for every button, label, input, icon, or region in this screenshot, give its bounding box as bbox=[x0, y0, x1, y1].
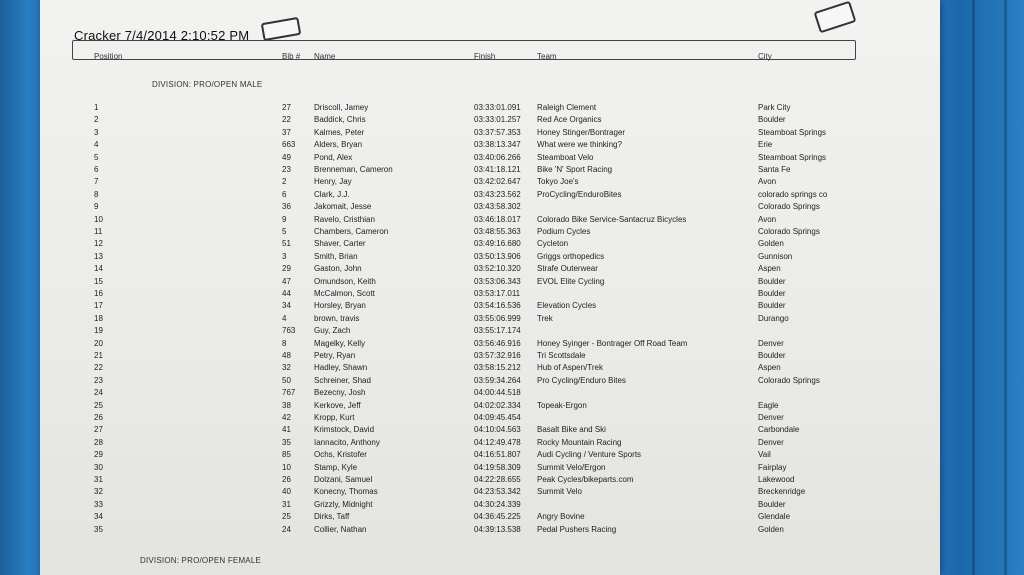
team-cell: Summit Velo/Ergon bbox=[537, 462, 606, 472]
bib-cell: 2 bbox=[282, 177, 287, 187]
finish-cell: 04:22:28.655 bbox=[474, 475, 521, 484]
team-cell: Trek bbox=[537, 313, 553, 323]
table-row bbox=[40, 375, 940, 387]
team-cell: Pro Cycling/Enduro Bites bbox=[537, 375, 626, 385]
bib-cell: 44 bbox=[282, 289, 291, 298]
table-row bbox=[40, 102, 940, 114]
finish-cell: 04:12:49.478 bbox=[474, 437, 521, 447]
bib-cell: 767 bbox=[282, 388, 296, 398]
city-cell: Avon bbox=[758, 177, 777, 187]
table-row bbox=[40, 276, 940, 288]
table-row bbox=[40, 437, 940, 449]
bib-cell: 4 bbox=[282, 313, 287, 323]
name-cell: Dolzani, Samuel bbox=[314, 475, 373, 484]
position-cell: 33 bbox=[94, 499, 103, 509]
table-row bbox=[40, 486, 940, 498]
name-cell: Shaver, Carter bbox=[314, 239, 366, 249]
position-cell: 15 bbox=[94, 276, 103, 286]
position-cell: 24 bbox=[94, 388, 103, 398]
name-cell: Schreiner, Shad bbox=[314, 375, 371, 385]
city-cell: Fairplay bbox=[758, 462, 787, 472]
bib-cell: 32 bbox=[282, 363, 291, 373]
name-cell: Horsley, Bryan bbox=[314, 301, 366, 311]
name-cell: Chambers, Cameron bbox=[314, 227, 389, 236]
team-cell: Audi Cycling / Venture Sports bbox=[537, 450, 642, 460]
table-row bbox=[40, 462, 940, 474]
city-cell: Boulder bbox=[758, 351, 786, 360]
finish-cell: 03:40:06.266 bbox=[474, 152, 521, 162]
team-cell: EVOL Elite Cycling bbox=[537, 276, 605, 286]
team-cell: Basalt Bike and Ski bbox=[537, 425, 606, 435]
position-cell: 31 bbox=[94, 475, 103, 484]
name-cell: Henry, Jay bbox=[314, 177, 352, 187]
finish-cell: 04:39:13.538 bbox=[474, 524, 521, 534]
city-cell: Denver bbox=[758, 437, 784, 447]
bib-cell: 10 bbox=[282, 462, 291, 472]
name-cell: Jakomait, Jesse bbox=[314, 202, 372, 212]
table-row bbox=[40, 362, 940, 374]
page-title: Cracker 7/4/2014 2:10:52 PM bbox=[74, 28, 250, 43]
table-row bbox=[40, 114, 940, 126]
finish-cell: 04:10:04.563 bbox=[474, 425, 521, 435]
table-row bbox=[40, 251, 940, 263]
bib-cell: 763 bbox=[282, 326, 296, 336]
position-cell: 1 bbox=[94, 103, 99, 112]
header-name: Name bbox=[314, 52, 336, 61]
bib-cell: 37 bbox=[282, 127, 291, 137]
finish-cell: 03:49:16.680 bbox=[474, 239, 521, 249]
bib-cell: 49 bbox=[282, 152, 291, 162]
table-row bbox=[40, 449, 940, 461]
team-cell: Tokyo Joe's bbox=[537, 177, 579, 187]
finish-cell: 03:53:06.343 bbox=[474, 276, 521, 286]
bib-cell: 38 bbox=[282, 400, 291, 410]
header-bib: Bib # bbox=[282, 52, 301, 61]
table-row bbox=[40, 511, 940, 523]
bib-cell: 42 bbox=[282, 413, 291, 422]
city-cell: Steamboat Springs bbox=[758, 152, 827, 162]
finish-cell: 04:19:58.309 bbox=[474, 462, 521, 472]
bib-cell: 35 bbox=[282, 437, 291, 447]
city-cell: Denver bbox=[758, 338, 784, 348]
name-cell: Ravelo, Cristhian bbox=[314, 214, 375, 224]
header-finish: Finish bbox=[474, 52, 496, 61]
clip-icon bbox=[261, 17, 302, 41]
finish-cell: 03:58:15.212 bbox=[474, 363, 521, 373]
finish-cell: 03:55:06.999 bbox=[474, 313, 521, 323]
city-cell: Steamboat Springs bbox=[758, 127, 827, 137]
name-cell: Grizzly, Midnight bbox=[314, 499, 373, 509]
position-cell: 11 bbox=[94, 227, 103, 236]
table-row bbox=[40, 474, 940, 486]
position-cell: 34 bbox=[94, 512, 103, 522]
city-cell: Golden bbox=[758, 239, 784, 249]
name-cell: Petry, Ryan bbox=[314, 351, 356, 360]
position-cell: 27 bbox=[94, 425, 103, 435]
finish-cell: 03:46:18.017 bbox=[474, 214, 521, 224]
team-cell: Tri Scottsdale bbox=[537, 351, 586, 360]
position-cell: 6 bbox=[94, 165, 99, 174]
finish-cell: 03:56:46.916 bbox=[474, 338, 521, 348]
bib-cell: 31 bbox=[282, 499, 291, 509]
name-cell: Ochs, Kristofer bbox=[314, 450, 367, 460]
table-row bbox=[40, 412, 940, 424]
bib-cell: 23 bbox=[282, 165, 291, 174]
city-cell: Boulder bbox=[758, 289, 786, 298]
table-row bbox=[40, 152, 940, 164]
table-row bbox=[40, 127, 940, 139]
team-cell: Raleigh Clement bbox=[537, 103, 597, 112]
table-row bbox=[40, 226, 940, 238]
bib-cell: 26 bbox=[282, 475, 291, 484]
name-cell: Kropp, Kurt bbox=[314, 413, 355, 422]
name-cell: Dirks, Taff bbox=[314, 512, 350, 522]
header-city: City bbox=[758, 52, 772, 61]
finish-cell: 03:48:55.363 bbox=[474, 227, 521, 236]
table-row bbox=[40, 139, 940, 151]
table-row bbox=[40, 338, 940, 350]
bib-cell: 50 bbox=[282, 375, 291, 385]
city-cell: Lakewood bbox=[758, 475, 795, 484]
bib-cell: 36 bbox=[282, 202, 291, 212]
position-cell: 19 bbox=[94, 326, 103, 336]
table-row bbox=[40, 201, 940, 213]
table-row bbox=[40, 263, 940, 275]
finish-cell: 04:09:45.454 bbox=[474, 413, 521, 422]
position-cell: 20 bbox=[94, 338, 103, 348]
bib-cell: 3 bbox=[282, 251, 287, 261]
table-row bbox=[40, 189, 940, 201]
finish-cell: 03:55:17.174 bbox=[474, 326, 521, 336]
name-cell: Guy, Zach bbox=[314, 326, 351, 336]
finish-cell: 03:43:58.302 bbox=[474, 202, 521, 212]
bib-cell: 9 bbox=[282, 214, 287, 224]
city-cell: Boulder bbox=[758, 276, 786, 286]
finish-cell: 03:52:10.320 bbox=[474, 264, 521, 274]
position-cell: 22 bbox=[94, 363, 103, 373]
city-cell: Golden bbox=[758, 524, 784, 534]
city-cell: Eagle bbox=[758, 400, 779, 410]
team-cell: Hub of Aspen/Trek bbox=[537, 363, 603, 373]
team-cell: What were we thinking? bbox=[537, 140, 622, 150]
city-cell: Colorado Springs bbox=[758, 227, 820, 236]
name-cell: Krimstock, David bbox=[314, 425, 375, 435]
bib-cell: 40 bbox=[282, 487, 291, 497]
division-heading-male: DIVISION: PRO/OPEN MALE bbox=[152, 80, 263, 89]
table-row bbox=[40, 164, 940, 176]
table-row bbox=[40, 524, 940, 536]
team-cell: Colorado Bike Service-Santacruz Bicycles bbox=[537, 214, 687, 224]
clip-icon bbox=[814, 1, 857, 34]
position-cell: 12 bbox=[94, 239, 103, 249]
bib-cell: 6 bbox=[282, 189, 287, 199]
position-cell: 10 bbox=[94, 214, 103, 224]
team-cell: Honey Syinger - Bontrager Off Road Team bbox=[537, 338, 688, 348]
team-cell: Pedal Pushers Racing bbox=[537, 524, 617, 534]
bib-cell: 85 bbox=[282, 450, 291, 460]
position-cell: 14 bbox=[94, 264, 103, 274]
finish-cell: 04:16:51.807 bbox=[474, 450, 521, 460]
name-cell: Hadley, Shawn bbox=[314, 363, 368, 373]
finish-cell: 03:33:01.257 bbox=[474, 115, 521, 125]
position-cell: 21 bbox=[94, 351, 103, 360]
team-cell: Honey Stinger/Bontrager bbox=[537, 127, 626, 137]
division-heading-female: DIVISION: PRO/OPEN FEMALE bbox=[140, 556, 262, 565]
name-cell: Bezecny, Josh bbox=[314, 388, 366, 398]
name-cell: McCalmon, Scott bbox=[314, 289, 375, 298]
city-cell: Carbondale bbox=[758, 425, 800, 435]
table-row bbox=[40, 499, 940, 511]
finish-cell: 03:53:17.011 bbox=[474, 289, 521, 298]
position-cell: 30 bbox=[94, 462, 103, 472]
table-row bbox=[40, 325, 940, 337]
results-sheet bbox=[40, 0, 940, 575]
team-cell: Steamboat Velo bbox=[537, 152, 594, 162]
table-row bbox=[40, 214, 940, 226]
position-cell: 17 bbox=[94, 301, 103, 311]
city-cell: Vail bbox=[758, 450, 771, 460]
position-cell: 3 bbox=[94, 127, 99, 137]
finish-cell: 03:37:57.353 bbox=[474, 127, 521, 137]
table-row bbox=[40, 300, 940, 312]
finish-cell: 03:42:02.647 bbox=[474, 177, 521, 187]
table-row bbox=[40, 424, 940, 436]
table-row bbox=[40, 313, 940, 325]
city-cell: Breckenridge bbox=[758, 487, 806, 497]
city-cell: Glendale bbox=[758, 512, 791, 522]
column-header-box bbox=[72, 40, 856, 60]
city-cell: Boulder bbox=[758, 301, 786, 311]
bib-cell: 8 bbox=[282, 338, 287, 348]
name-cell: Gaston, John bbox=[314, 264, 362, 274]
team-cell: Bike 'N' Sport Racing bbox=[537, 165, 613, 174]
table-row bbox=[40, 400, 940, 412]
city-cell: colorado springs co bbox=[758, 189, 828, 199]
name-cell: Omundson, Keith bbox=[314, 276, 376, 286]
name-cell: Konecny, Thomas bbox=[314, 487, 378, 497]
position-cell: 26 bbox=[94, 413, 103, 422]
header-position: Position bbox=[94, 52, 123, 61]
bib-cell: 663 bbox=[282, 140, 296, 150]
name-cell: Driscoll, Jamey bbox=[314, 103, 369, 112]
finish-cell: 03:41:18.121 bbox=[474, 165, 521, 174]
position-cell: 28 bbox=[94, 437, 103, 447]
finish-cell: 04:23:53.342 bbox=[474, 487, 521, 497]
city-cell: Boulder bbox=[758, 115, 786, 125]
team-cell: Rocky Mountain Racing bbox=[537, 437, 622, 447]
finish-cell: 04:36:45.225 bbox=[474, 512, 521, 522]
city-cell: Erie bbox=[758, 140, 773, 150]
bib-cell: 48 bbox=[282, 351, 291, 360]
team-cell: Elevation Cycles bbox=[537, 301, 597, 311]
table-row bbox=[40, 288, 940, 300]
team-cell: Peak Cycles/bikeparts.com bbox=[537, 475, 634, 484]
bib-cell: 22 bbox=[282, 115, 291, 125]
table-row bbox=[40, 387, 940, 399]
finish-cell: 03:59:34.264 bbox=[474, 375, 521, 385]
table-row bbox=[40, 176, 940, 188]
name-cell: Alders, Bryan bbox=[314, 140, 363, 150]
bib-cell: 47 bbox=[282, 276, 291, 286]
position-cell: 2 bbox=[94, 115, 99, 125]
finish-cell: 04:00:44.518 bbox=[474, 388, 521, 398]
city-cell: Denver bbox=[758, 413, 784, 422]
bib-cell: 25 bbox=[282, 512, 291, 522]
position-cell: 4 bbox=[94, 140, 99, 150]
table-row bbox=[40, 350, 940, 362]
city-cell: Colorado Springs bbox=[758, 375, 820, 385]
bib-cell: 5 bbox=[282, 227, 287, 236]
finish-cell: 04:02:02.334 bbox=[474, 400, 521, 410]
team-cell: ProCycling/EnduroBites bbox=[537, 189, 622, 199]
name-cell: Clark, J.J. bbox=[314, 189, 350, 199]
name-cell: brown, travis bbox=[314, 313, 360, 323]
finish-cell: 03:43:23.562 bbox=[474, 189, 521, 199]
city-cell: Colorado Springs bbox=[758, 202, 820, 212]
finish-cell: 03:54:16.536 bbox=[474, 301, 521, 311]
finish-cell: 03:33:01.091 bbox=[474, 103, 521, 112]
name-cell: Kerkove, Jeff bbox=[314, 400, 361, 410]
position-cell: 23 bbox=[94, 375, 103, 385]
city-cell: Santa Fe bbox=[758, 165, 791, 174]
position-cell: 9 bbox=[94, 202, 99, 212]
team-cell: Summit Velo bbox=[537, 487, 582, 497]
name-cell: Baddick, Chris bbox=[314, 115, 366, 125]
position-cell: 32 bbox=[94, 487, 103, 497]
position-cell: 7 bbox=[94, 177, 99, 187]
team-cell: Strafe Outerwear bbox=[537, 264, 598, 274]
bib-cell: 51 bbox=[282, 239, 291, 249]
name-cell: Stamp, Kyle bbox=[314, 462, 358, 472]
finish-cell: 03:38:13.347 bbox=[474, 140, 521, 150]
bib-cell: 24 bbox=[282, 524, 291, 534]
team-cell: Red Ace Organics bbox=[537, 115, 602, 125]
position-cell: 18 bbox=[94, 313, 103, 323]
city-cell: Aspen bbox=[758, 264, 781, 274]
bib-cell: 27 bbox=[282, 103, 291, 112]
name-cell: Smith, Brian bbox=[314, 251, 358, 261]
team-cell: Angry Bovine bbox=[537, 512, 585, 522]
name-cell: Pond, Alex bbox=[314, 152, 353, 162]
name-cell: Brenneman, Cameron bbox=[314, 165, 393, 174]
city-cell: Park City bbox=[758, 103, 791, 112]
city-cell: Durango bbox=[758, 313, 789, 323]
table-row bbox=[40, 238, 940, 250]
team-cell: Podium Cycles bbox=[537, 227, 591, 236]
city-cell: Boulder bbox=[758, 499, 786, 509]
position-cell: 35 bbox=[94, 524, 103, 534]
name-cell: Kalmes, Peter bbox=[314, 127, 365, 137]
team-cell: Griggs orthopedics bbox=[537, 251, 605, 261]
position-cell: 5 bbox=[94, 152, 99, 162]
name-cell: Collier, Nathan bbox=[314, 524, 367, 534]
position-cell: 25 bbox=[94, 400, 103, 410]
header-team: Team bbox=[537, 52, 557, 61]
bib-cell: 41 bbox=[282, 425, 291, 435]
city-cell: Gunnison bbox=[758, 251, 793, 261]
position-cell: 16 bbox=[94, 289, 103, 298]
city-cell: Avon bbox=[758, 214, 777, 224]
finish-cell: 03:57:32.916 bbox=[474, 351, 521, 360]
position-cell: 29 bbox=[94, 450, 103, 460]
name-cell: Magelky, Kelly bbox=[314, 338, 365, 348]
finish-cell: 04:30:24.339 bbox=[474, 499, 521, 509]
team-cell: Topeak-Ergon bbox=[537, 400, 587, 410]
bib-cell: 34 bbox=[282, 301, 291, 311]
finish-cell: 03:50:13.906 bbox=[474, 251, 521, 261]
city-cell: Aspen bbox=[758, 363, 781, 373]
bib-cell: 29 bbox=[282, 264, 291, 274]
position-cell: 13 bbox=[94, 251, 103, 261]
position-cell: 8 bbox=[94, 189, 99, 199]
team-cell: Cycleton bbox=[537, 239, 569, 249]
name-cell: Iannacito, Anthony bbox=[314, 437, 380, 447]
